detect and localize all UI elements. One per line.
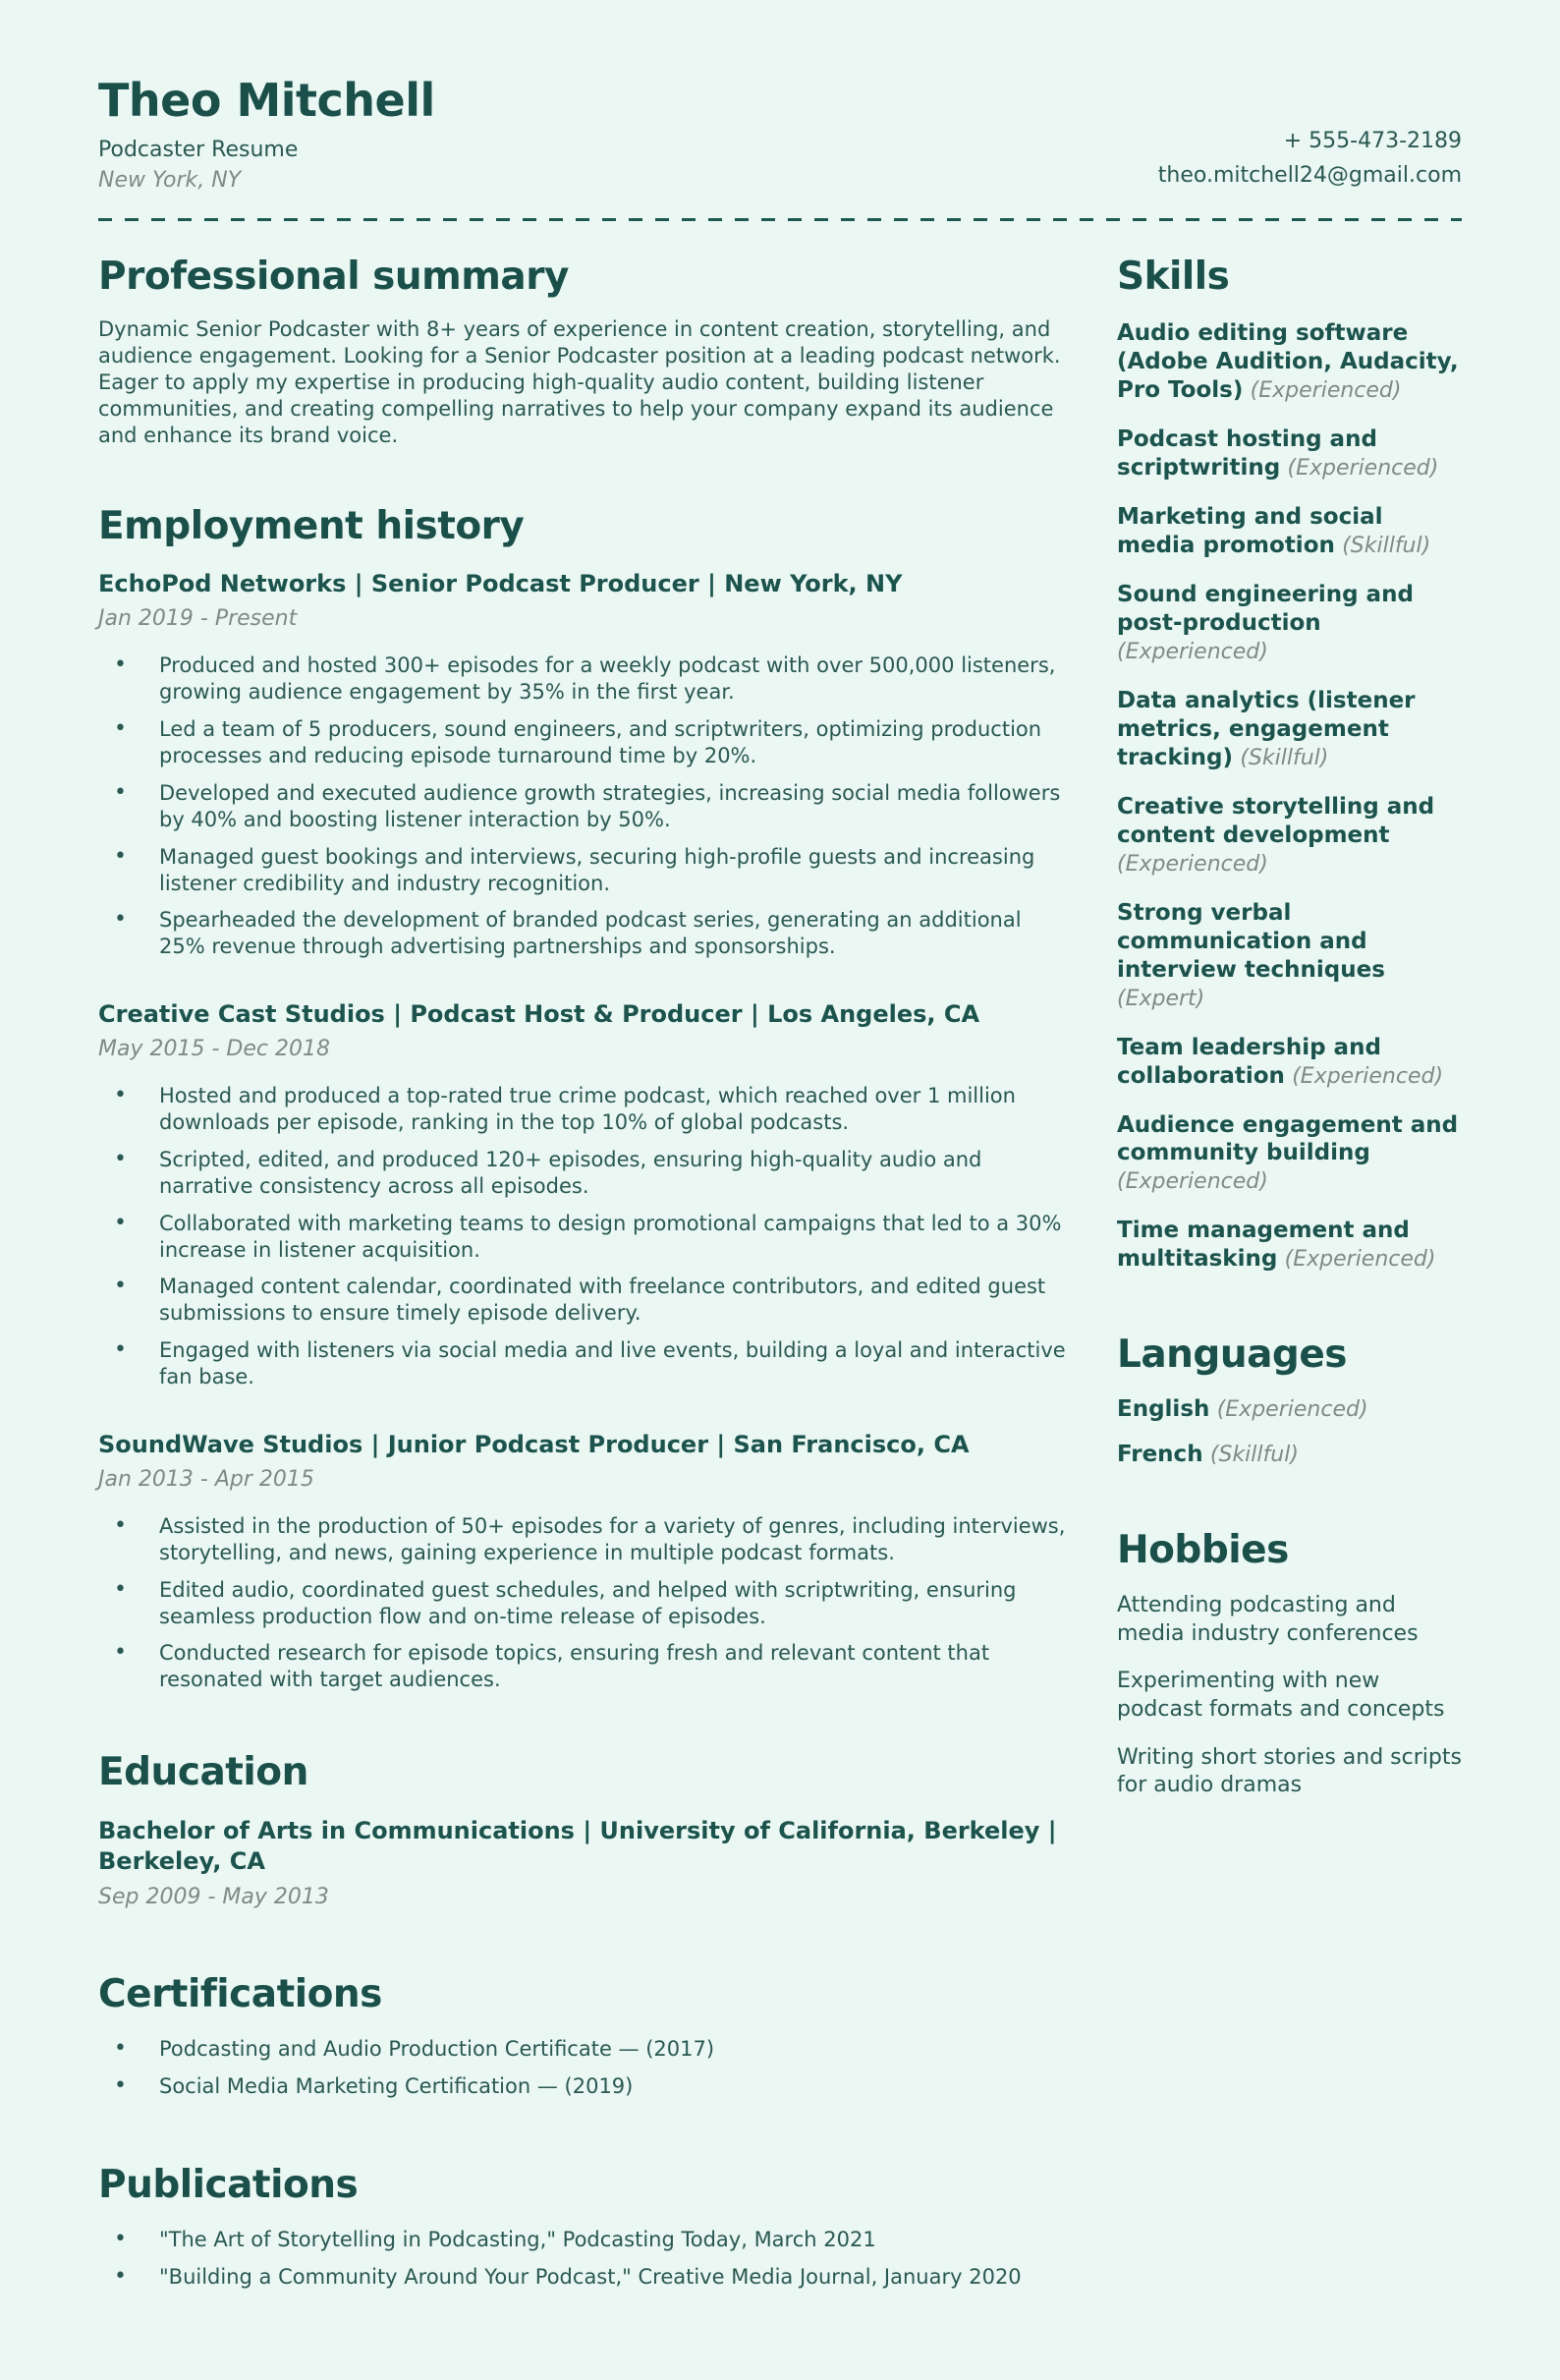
contact-block: [1158, 124, 1462, 193]
skill-item: [1117, 899, 1462, 1013]
section-certifications: [98, 1974, 1071, 2100]
section-publications: [98, 2165, 1071, 2291]
skill-level: (Skillful): [1342, 534, 1431, 558]
skill-level: (Experienced): [1117, 1169, 1268, 1195]
job-bullet-list: [98, 1513, 1071, 1693]
publications-heading: Publications: [98, 2163, 359, 2208]
job-title: EchoPod Networks | Senior Podcast Producer | New York, NY: [98, 570, 903, 598]
certification-item: • Podcasting and Audio Production Certificate — (2017): [98, 2036, 1071, 2063]
skill-name: Marketing and social media promotion: [1117, 504, 1383, 558]
job-entry: [98, 1430, 1071, 1693]
hobbies-heading: Hobbies: [1117, 1528, 1289, 1573]
hobby-item: Writing short stories and scripts for audio dramas: [1117, 1744, 1462, 1798]
job-title: Creative Cast Studios | Podcast Host & Producer | Los Angeles, CA: [98, 1000, 980, 1029]
skill-name: Time management and multitasking: [1117, 1218, 1410, 1273]
publication-item: • "Building a Community Around Your Podcast," Creative Media Journal, January 2020: [98, 2264, 1071, 2291]
skill-name: Team leadership and collaboration: [1117, 1034, 1381, 1089]
skill-level: (Experienced): [1250, 378, 1402, 404]
skill-name: Audio editing software (Adobe Audition, Audacity, Pro Tools): [1117, 320, 1459, 404]
dashed-divider: [98, 218, 1462, 221]
skill-level: (Expert): [1117, 986, 1205, 1011]
skill-name: Data analytics (listener metrics, engagement tracking): [1117, 687, 1416, 770]
job-title: SoundWave Studios | Junior Podcast Producer | San Francisco, CA: [98, 1430, 970, 1458]
language-name: French: [1117, 1442, 1203, 1468]
main-column: [98, 256, 1071, 2300]
email-address: theo.mitchell24@gmail.com: [1157, 163, 1462, 189]
skill-level: (Experienced): [1117, 639, 1268, 664]
bullet-item: • Hosted and produced a top-rated true crime podcast, which reached over 1 million downloads per episode, ranking in the top 10% of global podcasts.: [98, 1083, 1071, 1136]
person-location: New York, NY: [98, 168, 242, 194]
phone-number: + 555-473-2189: [1283, 128, 1462, 153]
summary-heading: Professional summary: [98, 255, 569, 300]
publication-item: • "The Art of Storytelling in Podcasting," Podcasting Today, March 2021: [98, 2227, 1071, 2253]
language-item: [1117, 1396, 1462, 1422]
education-heading: Education: [98, 1750, 308, 1795]
bullet-item: • Assisted in the production of 50+ episodes for a variety of genres, including interviews, storytelling, and news, gaining experience in multiple podcast formats.: [98, 1513, 1071, 1566]
language-item: [1117, 1442, 1462, 1467]
job-bullet-list: [98, 1083, 1071, 1390]
skill-item: [1117, 687, 1462, 772]
skill-item: [1117, 1111, 1462, 1197]
bullet-item: • Spearheaded the development of branded podcast series, generating an additional 25% revenue through advertising partnerships and sponsorships.: [98, 907, 1071, 960]
skill-item: [1117, 1217, 1462, 1274]
hobby-item: Experimenting with new podcast formats and concepts: [1117, 1669, 1445, 1722]
hobby-item: Attending podcasting and media industry conferences: [1117, 1593, 1419, 1646]
skill-item: [1117, 319, 1462, 405]
person-name: Theo Mitchell: [98, 74, 435, 127]
certification-item: • Social Media Marketing Certification — (2019): [98, 2073, 1071, 2100]
skill-name: Sound engineering and post-production: [1117, 581, 1414, 636]
bullet-item: • Managed content calendar, coordinated with freelance contributors, and edited guest submissions to ensure timely episode delivery.: [98, 1274, 1071, 1327]
languages-heading: Languages: [1117, 1332, 1348, 1378]
employment-heading: Employment history: [98, 503, 525, 548]
skill-level: (Experienced): [1292, 1063, 1444, 1089]
bullet-item: • Conducted research for episode topics, ensuring fresh and relevant content that resonated with target audiences.: [98, 1640, 1071, 1693]
bullet-item: • Scripted, edited, and produced 120+ episodes, ensuring high-quality audio and narrative consistency across all episodes.: [98, 1147, 1071, 1200]
section-employment-history: [98, 503, 1071, 1694]
skill-level: (Skillful): [1240, 745, 1329, 770]
certifications-heading: Certifications: [98, 1972, 382, 2017]
skill-level: (Experienced): [1117, 851, 1268, 877]
person-subtitle: Podcaster Resume: [98, 138, 299, 163]
job-dates: Jan 2019 - Present: [98, 606, 298, 632]
language-level: (Experienced): [1216, 1397, 1368, 1423]
skill-name: Podcast hosting and scriptwriting: [1117, 426, 1377, 482]
publication-list: [98, 2227, 1071, 2291]
bullet-item: • Developed and executed audience growth strategies, increasing social media followers by 40% and boosting listener interaction by 50%.: [98, 780, 1071, 833]
skill-item: [1117, 425, 1462, 482]
section-languages: [1117, 1334, 1462, 1467]
section-hobbies: [1117, 1530, 1462, 1799]
skill-name: Audience engagement and community building: [1117, 1111, 1459, 1166]
resume-header: [98, 74, 1462, 194]
bullet-item: • Edited audio, coordinated guest schedules, and helped with scriptwriting, ensuring seamless production flow and on-time release of episodes.: [98, 1577, 1071, 1630]
bullet-item: • Led a team of 5 producers, sound engineers, and scriptwriters, optimizing production processes and reducing episode turnaround time by 20%.: [98, 716, 1071, 769]
summary-text: Dynamic Senior Podcaster with 8+ years of experience in content creation, storytelling, and audience engagement. Looking for a Senior Podcaster position at a leading podcast network. Eager to apply my expertise in producing high-quality audio content, building listener communities, and creating compelling narratives to help your company expand its audience and enhance its brand voice.: [98, 317, 1061, 447]
skill-level: (Experienced): [1284, 1247, 1436, 1273]
bullet-item: • Collaborated with marketing teams to design promotional campaigns that led to a 30% increase in listener acquisition.: [98, 1211, 1071, 1264]
content-grid: [98, 256, 1462, 2300]
job-entry: [98, 569, 1071, 960]
skill-item: [1117, 581, 1462, 666]
bullet-item: • Engaged with listeners via social media and live events, building a loyal and interactive fan base.: [98, 1337, 1071, 1390]
identity-block: [98, 74, 435, 194]
job-dates: May 2015 - Dec 2018: [98, 1037, 330, 1062]
skill-name: Creative storytelling and content development: [1117, 793, 1435, 848]
section-professional-summary: [98, 256, 1071, 448]
certification-list: [98, 2036, 1071, 2100]
skill-item: [1117, 503, 1462, 560]
degree-title: Bachelor of Arts in Communications | University of California, Berkeley | Berkeley, CA: [98, 1817, 1057, 1876]
language-level: (Skillful): [1209, 1443, 1299, 1468]
skill-name: Strong verbal communication and interview techniques: [1117, 899, 1385, 983]
education-dates: Sep 2009 - May 2013: [98, 1885, 329, 1910]
sidebar-column: [1117, 256, 1462, 1799]
job-dates: Jan 2013 - Apr 2015: [98, 1466, 314, 1492]
language-name: English: [1117, 1396, 1210, 1423]
bullet-item: • Produced and hosted 300+ episodes for a weekly podcast with over 500,000 listeners, growing audience engagement by 35% in the first year.: [98, 652, 1071, 706]
skill-item: [1117, 1034, 1462, 1091]
skill-item: [1117, 793, 1462, 878]
skill-level: (Experienced): [1287, 456, 1439, 482]
job-entry: [98, 999, 1071, 1390]
skills-heading: Skills: [1117, 255, 1230, 300]
section-skills: [1117, 256, 1462, 1274]
bullet-item: • Managed guest bookings and interviews, securing high-profile guests and increasing listener credibility and industry recognition.: [98, 844, 1071, 897]
job-bullet-list: [98, 652, 1071, 960]
section-education: [98, 1752, 1071, 1909]
